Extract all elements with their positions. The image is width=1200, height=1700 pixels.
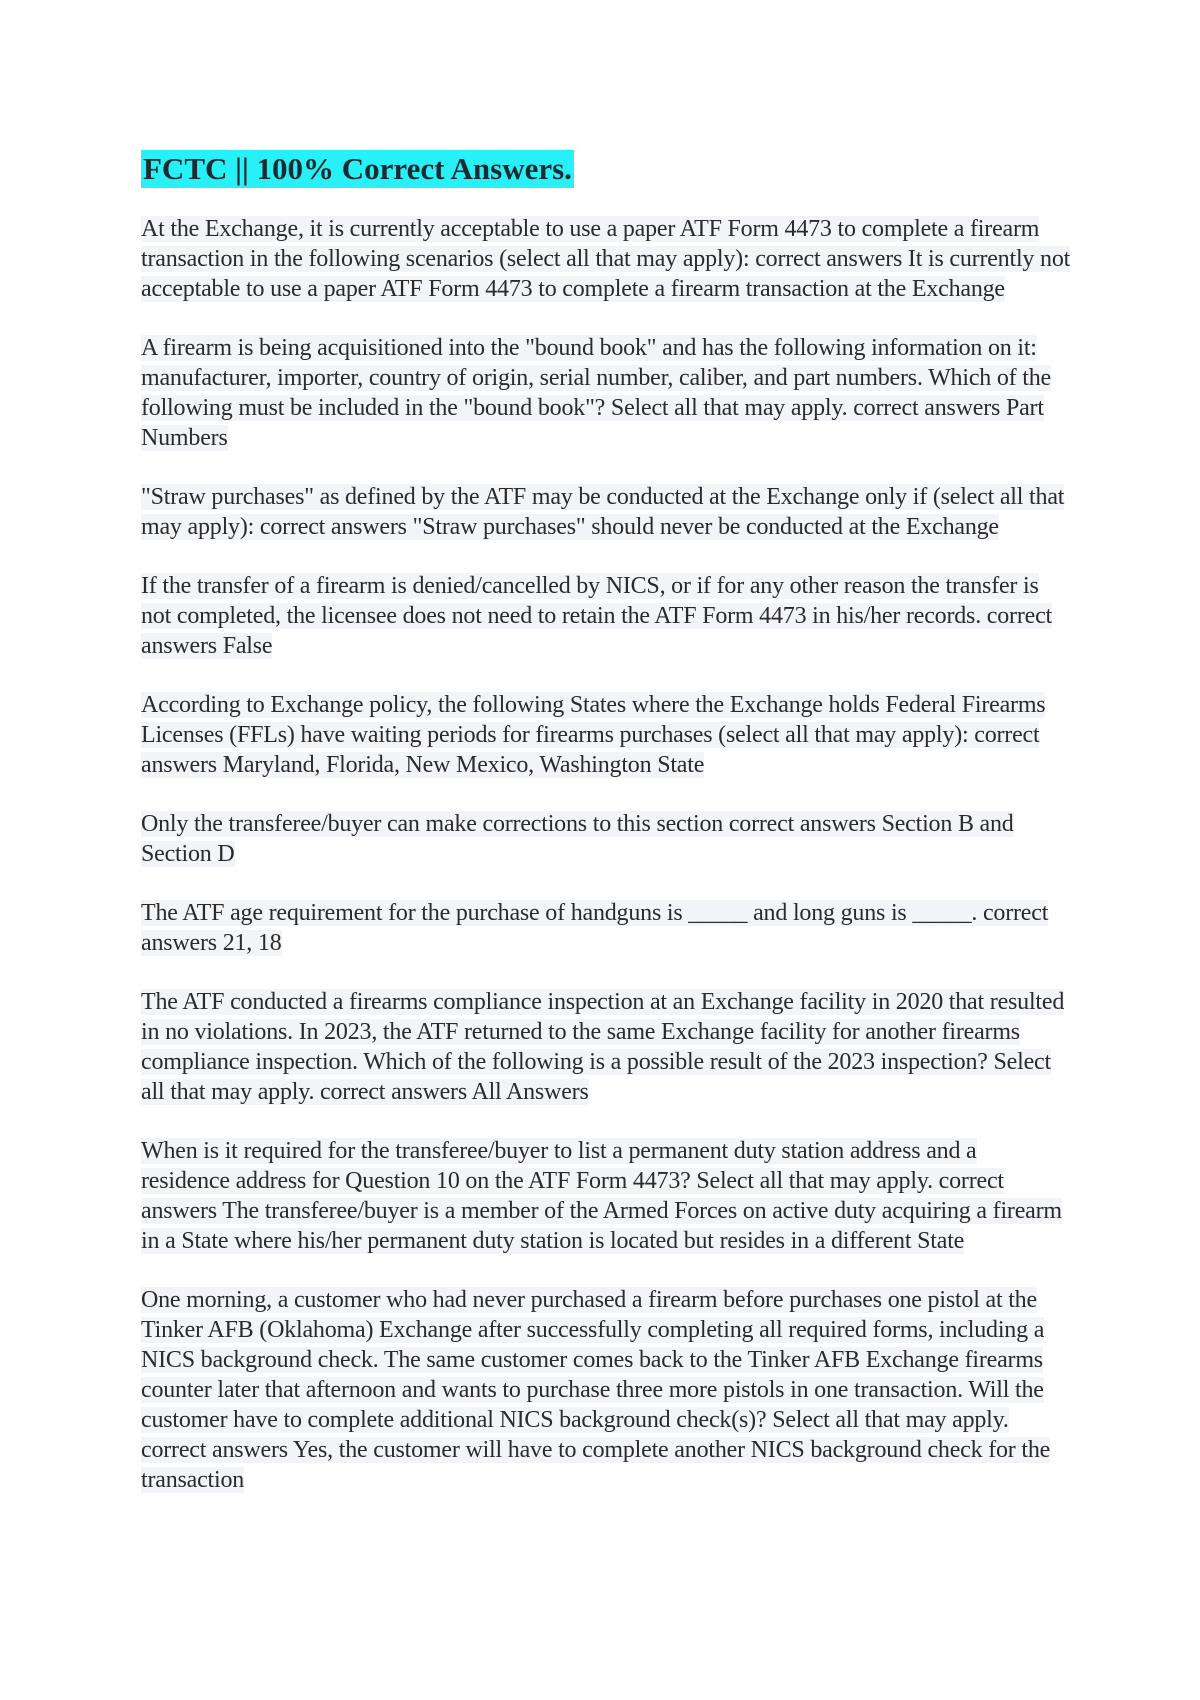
- qa-item: [141, 1285, 1071, 1495]
- qa-item: [141, 482, 1071, 542]
- qa-item: [141, 333, 1071, 453]
- qa-item: [141, 898, 1071, 958]
- qa-text: Only the transferee/buyer can make corrections to this section correct answers Section B and Section D: [141, 811, 1014, 867]
- qa-text: "Straw purchases" as defined by the ATF may be conducted at the Exchange only if (select all that may apply): correct answers "Straw purchases" should never be conducted at the Exchange: [141, 484, 1065, 540]
- qa-text: One morning, a customer who had never purchased a firearm before purchases one pistol at the Tinker AFB (Oklahoma) Exchange after successfully completing all required forms, including a NICS background check. The same customer comes back to the Tinker AFB Exchange firearms counter later that afternoon and wants to purchase three more pistols in one transaction. Will the customer have to complete additional NICS background check(s)? Select all that may apply. correct answers Yes, the customer will have to complete another NICS background check for the transaction: [141, 1287, 1051, 1493]
- qa-text: The ATF age requirement for the purchase of handguns is _____ and long guns is _____. correct answers 21, 18: [141, 900, 1049, 956]
- qa-item: [141, 214, 1071, 304]
- qa-item: [141, 571, 1071, 661]
- qa-text: When is it required for the transferee/buyer to list a permanent duty station address and a residence address for Question 10 on the ATF Form 4473? Select all that may apply. correct answers The transferee/buyer is a member of the Armed Forces on active duty acquiring a firearm in a State where his/her permanent duty station is located but resides in a different State: [141, 1138, 1062, 1254]
- document-page: [141, 150, 1071, 1524]
- qa-text: At the Exchange, it is currently acceptable to use a paper ATF Form 4473 to complete a firearm transaction in the following scenarios (select all that may apply): correct answers It is currently not acceptable to use a paper ATF Form 4473 to complete a firearm transaction at the Exchange: [141, 216, 1071, 302]
- page-title: FCTC || 100% Correct Answers.: [143, 151, 572, 186]
- qa-item: [141, 1136, 1071, 1256]
- qa-item: [141, 987, 1071, 1107]
- qa-item: [141, 690, 1071, 780]
- qa-text: The ATF conducted a firearms compliance inspection at an Exchange facility in 2020 that resulted in no violations. In 2023, the ATF returned to the same Exchange facility for another firearms compliance inspection. Which of the following is a possible result of the 2023 inspection? Select all that may apply. correct answers All Answers: [141, 989, 1065, 1105]
- qa-item: [141, 809, 1071, 869]
- qa-text: A firearm is being acquisitioned into the "bound book" and has the following information on it: manufacturer, importer, country of origin, serial number, caliber, and part numbers. Which of the following must be included in the "bound book"? Select all that may apply. correct answers Part Numbers: [141, 335, 1051, 451]
- qa-text: According to Exchange policy, the following States where the Exchange holds Federal Firearms Licenses (FFLs) have waiting periods for firearms purchases (select all that may apply): correct answers Maryland, Florida, New Mexico, Washington State: [141, 692, 1046, 778]
- qa-text: If the transfer of a firearm is denied/cancelled by NICS, or if for any other reason the transfer is not completed, the licensee does not need to retain the ATF Form 4473 in his/her records. correct answers False: [141, 573, 1053, 659]
